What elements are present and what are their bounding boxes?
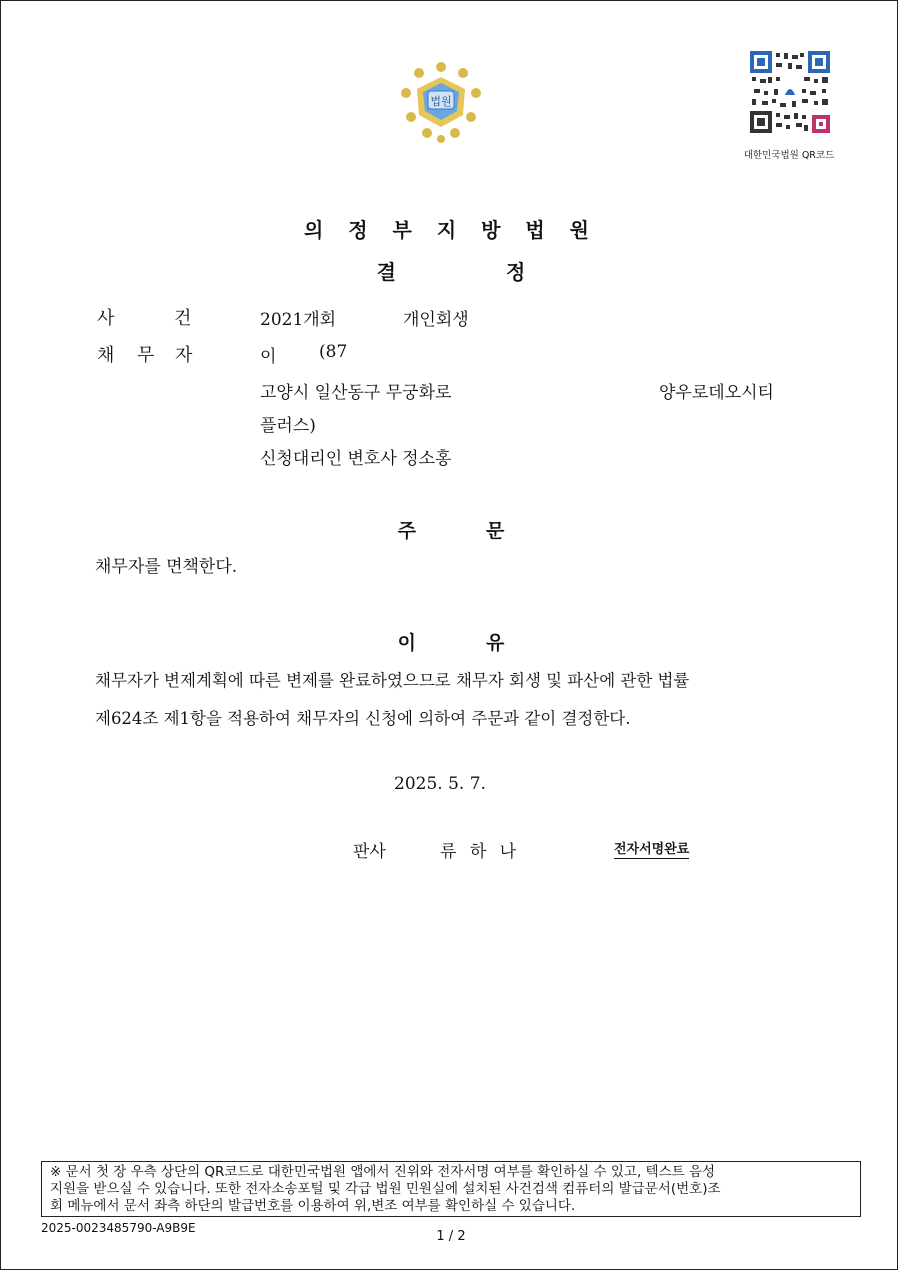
qr-code-label: 대한민국법원 QR코드 [743, 150, 835, 161]
reason-title-right: 유 [486, 632, 505, 654]
notice-line-3: 회 메뉴에서 문서 좌측 하단의 발급번호를 이용하여 위,변조 여부를 확인하실 수 있습니다. [50, 1198, 576, 1214]
notice-line-2: 지원을 받으실 수 있습니다. 또한 전자소송포털 및 각급 법원 민원실에 설치된 사건검색 컴퓨터의 발급문서(번호)조 [50, 1181, 721, 1197]
order-title-left: 주 [397, 520, 416, 542]
debtor-birth: (87 [319, 342, 348, 362]
case-label-1: 사 [97, 308, 115, 329]
court-seal-icon [401, 61, 481, 143]
judge-name: 류 하 나 [440, 842, 521, 862]
case-type: 개인회생 [403, 310, 469, 330]
document-type-right: 정 [506, 260, 526, 284]
seal-text: 법원 [430, 95, 452, 108]
notice-line-1: ※ 문서 첫 장 우측 상단의 QR코드로 대한민국법원 앱에서 진위와 전자서명 여부를 확인하실 수 있고, 텍스트 음성 [50, 1164, 716, 1180]
electronic-signature: 전자서명완료 [614, 842, 690, 857]
judge-title: 판사 [353, 842, 386, 862]
document-type-left: 결 [376, 260, 396, 284]
order-text: 채무자를 면책한다. [95, 557, 238, 577]
order-title [1, 516, 900, 543]
case-label-2: 건 [174, 308, 192, 329]
reason-line-2: 제624조 제1항을 적용하여 채무자의 신청에 의하여 주문과 같이 결정한다. [95, 709, 631, 728]
decision-date: 2025. 5. 7. [394, 774, 486, 794]
debtor-address-line-2: 플러스) [260, 416, 316, 436]
verification-notice [41, 1161, 861, 1217]
order-title-right: 문 [486, 520, 505, 542]
page-number: 1 / 2 [436, 1229, 466, 1244]
debtor-label-1: 채 [97, 345, 115, 366]
case-number: 2021개회 [260, 310, 337, 330]
reason-title [1, 628, 900, 655]
debtor-name: 이 [260, 347, 277, 367]
reason-line-1: 채무자가 변제계획에 따른 변제를 완료하였으므로 채무자 회생 및 파산에 관한 법률 [95, 671, 690, 690]
document-type [1, 256, 900, 285]
court-name: 의 정 부 지 방 법 원 [303, 218, 599, 242]
issue-number: 2025-0023485790-A9B9E [41, 1221, 196, 1235]
debtor-agent: 신청대리인 변호사 정소홍 [260, 449, 452, 469]
debtor-address-line-1: 고양시 일산동구 무궁화로 [260, 383, 452, 403]
reason-title-left: 이 [397, 632, 416, 654]
debtor-label-3: 자 [175, 345, 193, 366]
debtor-label-2: 무 [137, 345, 155, 366]
debtor-address-line-1-tail: 양우로데오시티 [659, 383, 774, 403]
qr-code-icon [750, 51, 830, 133]
